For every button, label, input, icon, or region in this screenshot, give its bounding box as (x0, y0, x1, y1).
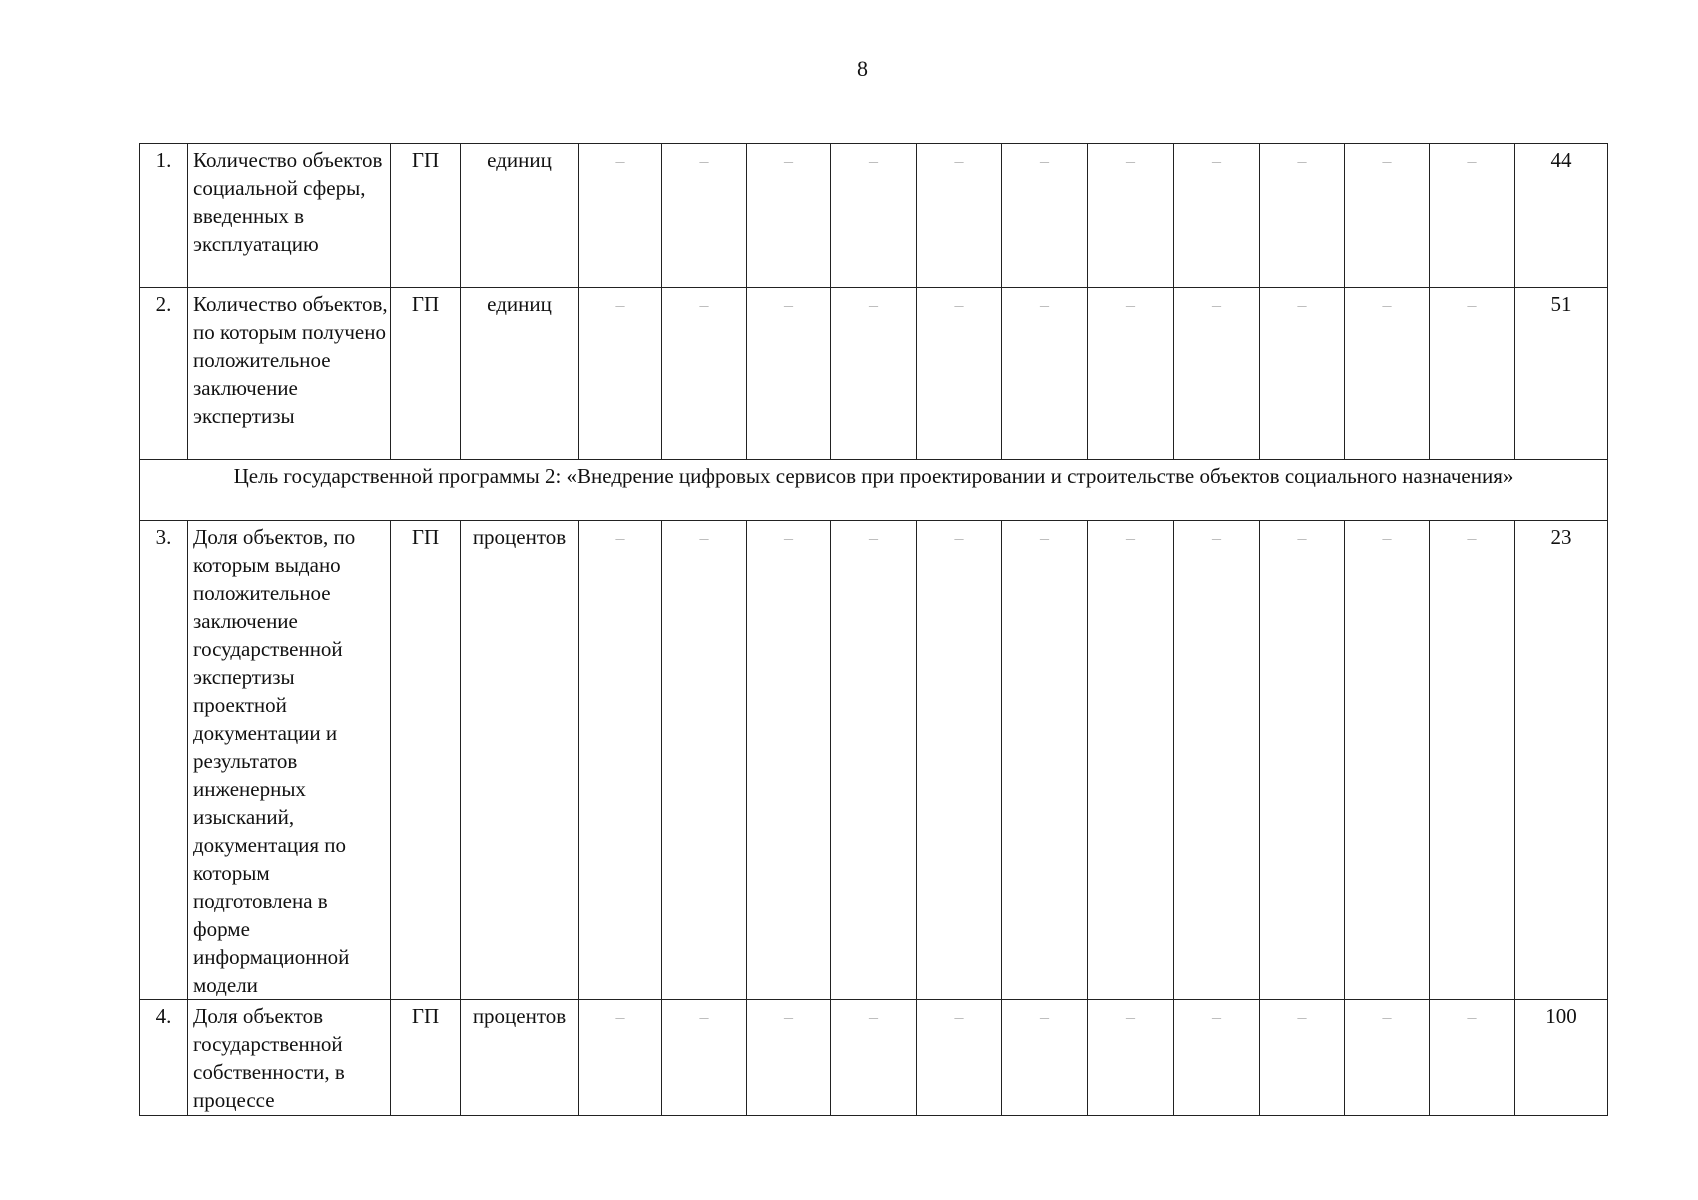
value-cell: – (1430, 521, 1515, 1000)
value-cell: – (662, 288, 747, 460)
value-cell: – (747, 521, 831, 1000)
value-cell: – (1260, 1000, 1345, 1116)
unit-of-measure: процентов (461, 1000, 579, 1116)
unit-of-measure: процентов (461, 521, 579, 1000)
value-cell: – (1430, 1000, 1515, 1116)
indicator-level: ГП (391, 1000, 461, 1116)
indicator-name: Количество объектов социальной сферы, введенных в эксплуатацию (188, 144, 391, 288)
value-cell: – (917, 288, 1002, 460)
value-cell: – (662, 144, 747, 288)
indicators-table (139, 143, 1608, 1116)
value-cell: – (1002, 288, 1088, 460)
row-number: 3. (140, 521, 188, 1000)
goal-row (140, 460, 1608, 521)
value-cell: – (747, 1000, 831, 1116)
table-row (140, 288, 1608, 460)
value-cell: – (1174, 144, 1260, 288)
value-cell: – (1088, 1000, 1174, 1116)
table-row (140, 1000, 1608, 1116)
page-number: 8 (857, 56, 868, 81)
unit-of-measure: единиц (461, 288, 579, 460)
value-cell: – (1002, 144, 1088, 288)
value-cell: – (579, 1000, 662, 1116)
value-cell: – (831, 144, 917, 288)
value-cell: – (1002, 521, 1088, 1000)
value-cell: – (1345, 288, 1430, 460)
value-cell: – (831, 1000, 917, 1116)
value-cell: – (1174, 521, 1260, 1000)
value-cell: – (917, 1000, 1002, 1116)
value-cell: – (747, 288, 831, 460)
indicator-level: ГП (391, 144, 461, 288)
value-cell: – (579, 288, 662, 460)
value-cell: – (1430, 144, 1515, 288)
value-cell: – (1345, 144, 1430, 288)
value-cell: – (1174, 288, 1260, 460)
total-value: 23 (1515, 521, 1608, 1000)
indicators-table-container (139, 143, 1603, 1116)
unit-of-measure: единиц (461, 144, 579, 288)
row-number: 1. (140, 144, 188, 288)
value-cell: – (747, 144, 831, 288)
value-cell: – (917, 521, 1002, 1000)
value-cell: – (1260, 288, 1345, 460)
value-cell: – (1345, 1000, 1430, 1116)
value-cell: – (917, 144, 1002, 288)
value-cell: – (1345, 521, 1430, 1000)
program-goal-heading: Цель государственной программы 2: «Внедрение цифровых сервисов при проектировании и строительстве объектов социального назначения» (140, 460, 1608, 521)
value-cell: – (831, 288, 917, 460)
value-cell: – (579, 521, 662, 1000)
value-cell: – (1088, 288, 1174, 460)
table-row (140, 144, 1608, 288)
table-row (140, 521, 1608, 1000)
row-number: 4. (140, 1000, 188, 1116)
value-cell: – (1260, 144, 1345, 288)
total-value: 44 (1515, 144, 1608, 288)
value-cell: – (579, 144, 662, 288)
value-cell: – (1430, 288, 1515, 460)
indicator-level: ГП (391, 521, 461, 1000)
total-value: 51 (1515, 288, 1608, 460)
value-cell: – (1174, 1000, 1260, 1116)
value-cell: – (1088, 144, 1174, 288)
value-cell: – (1002, 1000, 1088, 1116)
indicator-name: Доля объектов, по которым выдано положительное заключение государственной экспертизы проектной документации и результатов инженерных изысканий, документация по которым подготовлена в форме информационной модели (188, 521, 391, 1000)
value-cell: – (1260, 521, 1345, 1000)
value-cell: – (662, 1000, 747, 1116)
value-cell: – (662, 521, 747, 1000)
value-cell: – (831, 521, 917, 1000)
row-number: 2. (140, 288, 188, 460)
value-cell: – (1088, 521, 1174, 1000)
indicator-level: ГП (391, 288, 461, 460)
indicator-name: Доля объектов государственной собственности, в процессе (188, 1000, 391, 1116)
total-value: 100 (1515, 1000, 1608, 1116)
indicator-name: Количество объектов, по которым получено положительное заключение экспертизы (188, 288, 391, 460)
